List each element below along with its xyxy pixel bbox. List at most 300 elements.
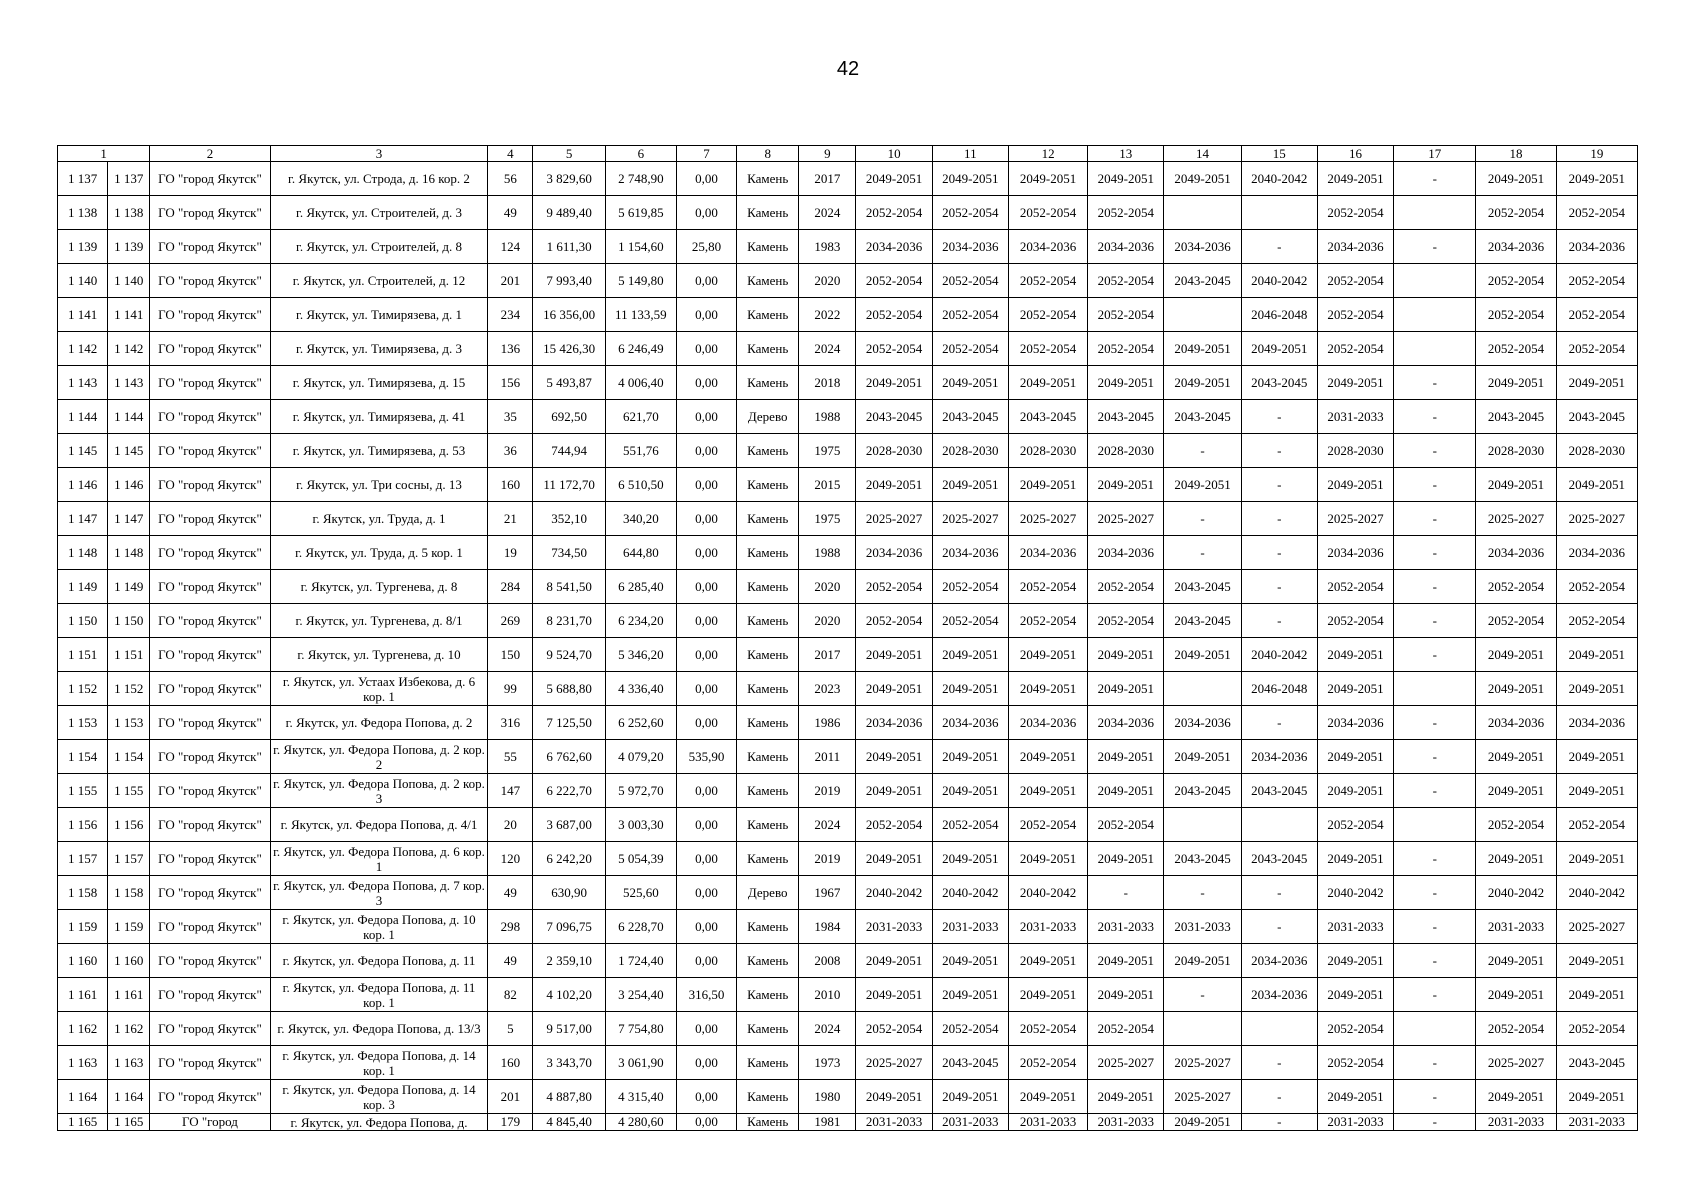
- organization-cell: ГО "город Якутск": [150, 842, 270, 876]
- row-id-cell: 1 148: [108, 536, 150, 570]
- cell-col-8: Камень: [737, 1012, 799, 1046]
- row-id-cell: 1 144: [108, 400, 150, 434]
- row-id-cell: 1 162: [108, 1012, 150, 1046]
- cell-col-19: 2043-2045: [1556, 1046, 1637, 1080]
- cell-col-16: 2049-2051: [1317, 162, 1393, 196]
- row-number-cell: 1 144: [58, 400, 108, 434]
- cell-col-9: 2010: [799, 978, 856, 1012]
- row-id-cell: 1 165: [108, 1114, 150, 1131]
- column-header: 1: [58, 146, 150, 162]
- cell-col-16: 2034-2036: [1317, 706, 1393, 740]
- cell-col-8: Камень: [737, 944, 799, 978]
- cell-col-11: 2052-2054: [932, 332, 1008, 366]
- cell-col-9: 2023: [799, 672, 856, 706]
- cell-col-19: 2049-2051: [1556, 672, 1637, 706]
- row-id-cell: 1 157: [108, 842, 150, 876]
- cell-col-17: -: [1394, 1046, 1476, 1080]
- cell-col-19: 2049-2051: [1556, 842, 1637, 876]
- cell-col-7: 0,00: [676, 808, 736, 842]
- cell-col-10: 2025-2027: [856, 1046, 932, 1080]
- cell-col-18: 2052-2054: [1476, 1012, 1556, 1046]
- cell-col-8: Камень: [737, 1046, 799, 1080]
- table-row: [58, 502, 1638, 536]
- cell-col-6: 1 724,40: [605, 944, 676, 978]
- cell-col-13: 2049-2051: [1088, 842, 1164, 876]
- cell-col-6: 6 228,70: [605, 910, 676, 944]
- cell-col-5: 9 517,00: [533, 1012, 605, 1046]
- table-row: [58, 774, 1638, 808]
- cell-col-5: 8 231,70: [533, 604, 605, 638]
- cell-col-16: 2031-2033: [1317, 1114, 1393, 1131]
- cell-col-4: 298: [488, 910, 533, 944]
- cell-col-8: Камень: [737, 468, 799, 502]
- row-id-cell: 1 152: [108, 672, 150, 706]
- cell-col-13: 2052-2054: [1088, 332, 1164, 366]
- row-id-cell: 1 138: [108, 196, 150, 230]
- cell-col-16: 2025-2027: [1317, 502, 1393, 536]
- address-cell: г. Якутск, ул. Федора Попова, д. 6 кор. 1: [270, 842, 488, 876]
- cell-col-16: 2049-2051: [1317, 468, 1393, 502]
- cell-col-19: 2049-2051: [1556, 1080, 1637, 1114]
- cell-col-7: 0,00: [676, 264, 736, 298]
- cell-col-12: 2049-2051: [1008, 842, 1087, 876]
- cell-col-15: 2043-2045: [1241, 366, 1317, 400]
- cell-col-5: 3 829,60: [533, 162, 605, 196]
- cell-col-11: 2034-2036: [932, 706, 1008, 740]
- column-header: 19: [1556, 146, 1637, 162]
- cell-col-12: 2049-2051: [1008, 740, 1087, 774]
- row-id-cell: 1 151: [108, 638, 150, 672]
- cell-col-8: Камень: [737, 264, 799, 298]
- cell-col-4: 5: [488, 1012, 533, 1046]
- cell-col-5: 5 688,80: [533, 672, 605, 706]
- cell-col-13: 2034-2036: [1088, 706, 1164, 740]
- cell-col-12: 2034-2036: [1008, 706, 1087, 740]
- organization-cell: ГО "город Якутск": [150, 332, 270, 366]
- cell-col-6: 525,60: [605, 876, 676, 910]
- organization-cell: ГО "город Якутск": [150, 944, 270, 978]
- cell-col-9: 2019: [799, 774, 856, 808]
- cell-col-4: 56: [488, 162, 533, 196]
- cell-col-9: 2008: [799, 944, 856, 978]
- cell-col-12: 2049-2051: [1008, 1080, 1087, 1114]
- cell-col-19: 2052-2054: [1556, 808, 1637, 842]
- cell-col-4: 36: [488, 434, 533, 468]
- address-cell: г. Якутск, ул. Федора Попова, д. 11: [270, 944, 488, 978]
- organization-cell: ГО "город Якутск": [150, 298, 270, 332]
- table-row: [58, 944, 1638, 978]
- cell-col-17: -: [1394, 1114, 1476, 1131]
- cell-col-14: [1164, 1012, 1241, 1046]
- cell-col-19: 2034-2036: [1556, 706, 1637, 740]
- cell-col-11: 2049-2051: [932, 944, 1008, 978]
- cell-col-15: 2040-2042: [1241, 162, 1317, 196]
- cell-col-11: 2025-2027: [932, 502, 1008, 536]
- cell-col-6: 644,80: [605, 536, 676, 570]
- address-cell: г. Якутск, ул. Три сосны, д. 13: [270, 468, 488, 502]
- cell-col-7: 0,00: [676, 502, 736, 536]
- row-id-cell: 1 155: [108, 774, 150, 808]
- address-cell: г. Якутск, ул. Федора Попова, д. 2 кор. 2: [270, 740, 488, 774]
- cell-col-13: 2049-2051: [1088, 978, 1164, 1012]
- row-id-cell: 1 160: [108, 944, 150, 978]
- cell-col-9: 2024: [799, 808, 856, 842]
- cell-col-13: 2052-2054: [1088, 604, 1164, 638]
- cell-col-15: -: [1241, 536, 1317, 570]
- cell-col-9: 1986: [799, 706, 856, 740]
- cell-col-8: Камень: [737, 910, 799, 944]
- cell-col-10: 2049-2051: [856, 842, 932, 876]
- cell-col-17: -: [1394, 944, 1476, 978]
- organization-cell: ГО "город Якутск": [150, 570, 270, 604]
- cell-col-12: 2052-2054: [1008, 264, 1087, 298]
- cell-col-12: 2052-2054: [1008, 1046, 1087, 1080]
- cell-col-15: [1241, 196, 1317, 230]
- row-number-cell: 1 156: [58, 808, 108, 842]
- cell-col-4: 99: [488, 672, 533, 706]
- cell-col-15: -: [1241, 570, 1317, 604]
- cell-col-14: 2049-2051: [1164, 366, 1241, 400]
- cell-col-6: 5 619,85: [605, 196, 676, 230]
- cell-col-18: 2052-2054: [1476, 570, 1556, 604]
- address-cell: г. Якутск, ул. Федора Попова, д. 14 кор. 1: [270, 1046, 488, 1080]
- cell-col-16: 2052-2054: [1317, 298, 1393, 332]
- cell-col-15: -: [1241, 502, 1317, 536]
- cell-col-11: 2034-2036: [932, 536, 1008, 570]
- organization-cell: ГО "город Якутск": [150, 196, 270, 230]
- cell-col-6: 5 972,70: [605, 774, 676, 808]
- row-id-cell: 1 159: [108, 910, 150, 944]
- cell-col-12: 2049-2051: [1008, 468, 1087, 502]
- cell-col-12: 2040-2042: [1008, 876, 1087, 910]
- cell-col-19: 2049-2051: [1556, 468, 1637, 502]
- cell-col-16: 2052-2054: [1317, 264, 1393, 298]
- cell-col-15: 2040-2042: [1241, 638, 1317, 672]
- cell-col-5: 7 096,75: [533, 910, 605, 944]
- cell-col-15: 2034-2036: [1241, 944, 1317, 978]
- table-row: [58, 400, 1638, 434]
- table-row: [58, 468, 1638, 502]
- column-header: 10: [856, 146, 932, 162]
- cell-col-19: 2049-2051: [1556, 944, 1637, 978]
- cell-col-17: -: [1394, 638, 1476, 672]
- cell-col-11: 2049-2051: [932, 162, 1008, 196]
- cell-col-6: 6 510,50: [605, 468, 676, 502]
- cell-col-6: 1 154,60: [605, 230, 676, 264]
- cell-col-16: 2028-2030: [1317, 434, 1393, 468]
- cell-col-7: 0,00: [676, 400, 736, 434]
- cell-col-16: 2052-2054: [1317, 808, 1393, 842]
- address-cell: г. Якутск, ул. Устаах Избекова, д. 6 кор. 1: [270, 672, 488, 706]
- row-number-cell: 1 165: [58, 1114, 108, 1131]
- cell-col-19: 2052-2054: [1556, 570, 1637, 604]
- cell-col-6: 6 234,20: [605, 604, 676, 638]
- cell-col-11: 2049-2051: [932, 978, 1008, 1012]
- cell-col-11: 2049-2051: [932, 740, 1008, 774]
- cell-col-9: 1984: [799, 910, 856, 944]
- cell-col-9: 2018: [799, 366, 856, 400]
- row-number-cell: 1 151: [58, 638, 108, 672]
- cell-col-16: 2052-2054: [1317, 1046, 1393, 1080]
- cell-col-17: -: [1394, 230, 1476, 264]
- cell-col-15: 2049-2051: [1241, 332, 1317, 366]
- cell-col-10: 2052-2054: [856, 298, 932, 332]
- cell-col-8: Камень: [737, 638, 799, 672]
- row-number-cell: 1 159: [58, 910, 108, 944]
- cell-col-14: 2031-2033: [1164, 910, 1241, 944]
- address-cell: г. Якутск, ул. Федора Попова, д. 11 кор. 1: [270, 978, 488, 1012]
- column-header: 7: [676, 146, 736, 162]
- table-row: [58, 366, 1638, 400]
- cell-col-4: 20: [488, 808, 533, 842]
- column-header: 17: [1394, 146, 1476, 162]
- cell-col-10: 2049-2051: [856, 468, 932, 502]
- cell-col-5: 6 762,60: [533, 740, 605, 774]
- cell-col-17: -: [1394, 366, 1476, 400]
- cell-col-18: 2052-2054: [1476, 264, 1556, 298]
- cell-col-5: 630,90: [533, 876, 605, 910]
- cell-col-16: 2049-2051: [1317, 944, 1393, 978]
- row-number-cell: 1 164: [58, 1080, 108, 1114]
- cell-col-8: Камень: [737, 1114, 799, 1131]
- cell-col-7: 316,50: [676, 978, 736, 1012]
- address-cell: г. Якутск, ул. Тимирязева, д. 15: [270, 366, 488, 400]
- cell-col-7: 0,00: [676, 570, 736, 604]
- cell-col-12: 2052-2054: [1008, 196, 1087, 230]
- cell-col-11: 2052-2054: [932, 1012, 1008, 1046]
- cell-col-6: 4 006,40: [605, 366, 676, 400]
- cell-col-6: 6 285,40: [605, 570, 676, 604]
- cell-col-9: 1980: [799, 1080, 856, 1114]
- cell-col-14: 2043-2045: [1164, 400, 1241, 434]
- address-cell: г. Якутск, ул. Тургенева, д. 10: [270, 638, 488, 672]
- cell-col-9: 2024: [799, 1012, 856, 1046]
- row-id-cell: 1 140: [108, 264, 150, 298]
- table-row: [58, 162, 1638, 196]
- cell-col-11: 2049-2051: [932, 672, 1008, 706]
- row-number-cell: 1 161: [58, 978, 108, 1012]
- cell-col-10: 2028-2030: [856, 434, 932, 468]
- cell-col-6: 3 254,40: [605, 978, 676, 1012]
- address-cell: г. Якутск, ул. Тимирязева, д. 53: [270, 434, 488, 468]
- cell-col-5: 4 102,20: [533, 978, 605, 1012]
- column-header: 16: [1317, 146, 1393, 162]
- cell-col-17: -: [1394, 740, 1476, 774]
- row-id-cell: 1 161: [108, 978, 150, 1012]
- table-row: [58, 196, 1638, 230]
- column-header: 2: [150, 146, 270, 162]
- cell-col-6: 4 336,40: [605, 672, 676, 706]
- cell-col-5: 5 493,87: [533, 366, 605, 400]
- table-row: [58, 910, 1638, 944]
- row-number-cell: 1 162: [58, 1012, 108, 1046]
- cell-col-19: 2049-2051: [1556, 162, 1637, 196]
- cell-col-18: 2052-2054: [1476, 808, 1556, 842]
- cell-col-7: 0,00: [676, 366, 736, 400]
- address-cell: г. Якутск, ул. Тимирязева, д. 1: [270, 298, 488, 332]
- cell-col-6: 5 149,80: [605, 264, 676, 298]
- organization-cell: ГО "город Якутск": [150, 502, 270, 536]
- cell-col-18: 2031-2033: [1476, 1114, 1556, 1131]
- cell-col-15: [1241, 808, 1317, 842]
- row-id-cell: 1 164: [108, 1080, 150, 1114]
- cell-col-9: 1988: [799, 536, 856, 570]
- cell-col-14: 2049-2051: [1164, 638, 1241, 672]
- cell-col-19: 2043-2045: [1556, 400, 1637, 434]
- table-row: [58, 1046, 1638, 1080]
- cell-col-13: 2052-2054: [1088, 298, 1164, 332]
- cell-col-19: 2049-2051: [1556, 366, 1637, 400]
- cell-col-5: 8 541,50: [533, 570, 605, 604]
- cell-col-18: 2043-2045: [1476, 400, 1556, 434]
- cell-col-9: 2017: [799, 638, 856, 672]
- row-number-cell: 1 143: [58, 366, 108, 400]
- cell-col-19: 2049-2051: [1556, 638, 1637, 672]
- cell-col-11: 2028-2030: [932, 434, 1008, 468]
- cell-col-14: 2043-2045: [1164, 570, 1241, 604]
- cell-col-7: 0,00: [676, 774, 736, 808]
- cell-col-14: 2049-2051: [1164, 944, 1241, 978]
- cell-col-10: 2025-2027: [856, 502, 932, 536]
- organization-cell: ГО "город Якутск": [150, 230, 270, 264]
- column-header: 13: [1088, 146, 1164, 162]
- organization-cell: ГО "город Якутск": [150, 1046, 270, 1080]
- row-number-cell: 1 157: [58, 842, 108, 876]
- cell-col-12: 2049-2051: [1008, 978, 1087, 1012]
- organization-cell: ГО "город Якутск": [150, 672, 270, 706]
- column-header: 8: [737, 146, 799, 162]
- cell-col-5: 3 343,70: [533, 1046, 605, 1080]
- cell-col-19: 2025-2027: [1556, 910, 1637, 944]
- column-header: 11: [932, 146, 1008, 162]
- address-cell: г. Якутск, ул. Тимирязева, д. 41: [270, 400, 488, 434]
- row-number-cell: 1 152: [58, 672, 108, 706]
- cell-col-8: Камень: [737, 536, 799, 570]
- cell-col-10: 2052-2054: [856, 196, 932, 230]
- cell-col-10: 2052-2054: [856, 264, 932, 298]
- cell-col-14: 2049-2051: [1164, 740, 1241, 774]
- cell-col-14: 2043-2045: [1164, 264, 1241, 298]
- table-row: [58, 978, 1638, 1012]
- row-id-cell: 1 143: [108, 366, 150, 400]
- address-cell: г. Якутск, ул. Тургенева, д. 8: [270, 570, 488, 604]
- cell-col-16: 2049-2051: [1317, 978, 1393, 1012]
- cell-col-16: 2052-2054: [1317, 570, 1393, 604]
- cell-col-8: Камень: [737, 298, 799, 332]
- cell-col-19: 2052-2054: [1556, 332, 1637, 366]
- cell-col-11: 2052-2054: [932, 604, 1008, 638]
- cell-col-17: -: [1394, 876, 1476, 910]
- cell-col-18: 2049-2051: [1476, 162, 1556, 196]
- address-cell: г. Якутск, ул. Федора Попова, д.: [270, 1114, 488, 1131]
- cell-col-12: 2052-2054: [1008, 332, 1087, 366]
- address-cell: г. Якутск, ул. Строда, д. 16 кор. 2: [270, 162, 488, 196]
- row-number-cell: 1 142: [58, 332, 108, 366]
- organization-cell: ГО "город Якутск": [150, 434, 270, 468]
- cell-col-15: -: [1241, 1080, 1317, 1114]
- organization-cell: ГО "город Якутск": [150, 910, 270, 944]
- cell-col-4: 201: [488, 1080, 533, 1114]
- cell-col-10: 2052-2054: [856, 1012, 932, 1046]
- cell-col-19: 2052-2054: [1556, 604, 1637, 638]
- cell-col-16: 2049-2051: [1317, 842, 1393, 876]
- cell-col-12: 2052-2054: [1008, 604, 1087, 638]
- cell-col-5: 6 242,20: [533, 842, 605, 876]
- cell-col-8: Камень: [737, 604, 799, 638]
- cell-col-12: 2031-2033: [1008, 910, 1087, 944]
- cell-col-18: 2049-2051: [1476, 978, 1556, 1012]
- table-row: [58, 536, 1638, 570]
- cell-col-14: -: [1164, 978, 1241, 1012]
- cell-col-7: 0,00: [676, 910, 736, 944]
- cell-col-15: 2043-2045: [1241, 774, 1317, 808]
- cell-col-17: -: [1394, 774, 1476, 808]
- address-cell: г. Якутск, ул. Труда, д. 5 кор. 1: [270, 536, 488, 570]
- cell-col-8: Камень: [737, 706, 799, 740]
- cell-col-16: 2034-2036: [1317, 230, 1393, 264]
- cell-col-18: 2025-2027: [1476, 502, 1556, 536]
- organization-cell: ГО "город: [150, 1114, 270, 1131]
- cell-col-18: 2034-2036: [1476, 230, 1556, 264]
- cell-col-9: 2022: [799, 298, 856, 332]
- address-cell: г. Якутск, ул. Строителей, д. 12: [270, 264, 488, 298]
- cell-col-8: Камень: [737, 672, 799, 706]
- cell-col-4: 82: [488, 978, 533, 1012]
- cell-col-12: 2049-2051: [1008, 672, 1087, 706]
- cell-col-11: 2052-2054: [932, 264, 1008, 298]
- cell-col-15: 2034-2036: [1241, 978, 1317, 1012]
- cell-col-18: 2052-2054: [1476, 298, 1556, 332]
- row-id-cell: 1 149: [108, 570, 150, 604]
- cell-col-13: 2049-2051: [1088, 944, 1164, 978]
- cell-col-18: 2052-2054: [1476, 196, 1556, 230]
- cell-col-9: 1967: [799, 876, 856, 910]
- cell-col-9: 2011: [799, 740, 856, 774]
- cell-col-17: -: [1394, 706, 1476, 740]
- cell-col-4: 136: [488, 332, 533, 366]
- table-row: [58, 1012, 1638, 1046]
- cell-col-7: 0,00: [676, 332, 736, 366]
- cell-col-9: 2020: [799, 604, 856, 638]
- cell-col-8: Камень: [737, 740, 799, 774]
- table-row: [58, 332, 1638, 366]
- cell-col-15: -: [1241, 706, 1317, 740]
- cell-col-17: -: [1394, 502, 1476, 536]
- cell-col-11: 2043-2045: [932, 400, 1008, 434]
- column-header: 14: [1164, 146, 1241, 162]
- cell-col-17: -: [1394, 434, 1476, 468]
- cell-col-6: 4 079,20: [605, 740, 676, 774]
- cell-col-10: 2049-2051: [856, 366, 932, 400]
- cell-col-12: 2052-2054: [1008, 808, 1087, 842]
- organization-cell: ГО "город Якутск": [150, 1080, 270, 1114]
- cell-col-18: 2034-2036: [1476, 706, 1556, 740]
- cell-col-7: 0,00: [676, 298, 736, 332]
- cell-col-14: -: [1164, 536, 1241, 570]
- address-cell: г. Якутск, ул. Тургенева, д. 8/1: [270, 604, 488, 638]
- cell-col-18: 2049-2051: [1476, 842, 1556, 876]
- cell-col-14: 2049-2051: [1164, 468, 1241, 502]
- cell-col-14: [1164, 672, 1241, 706]
- cell-col-16: 2049-2051: [1317, 740, 1393, 774]
- cell-col-18: 2031-2033: [1476, 910, 1556, 944]
- cell-col-14: 2043-2045: [1164, 604, 1241, 638]
- cell-col-6: 551,76: [605, 434, 676, 468]
- cell-col-8: Камень: [737, 434, 799, 468]
- column-header: 9: [799, 146, 856, 162]
- cell-col-14: -: [1164, 434, 1241, 468]
- cell-col-13: 2052-2054: [1088, 196, 1164, 230]
